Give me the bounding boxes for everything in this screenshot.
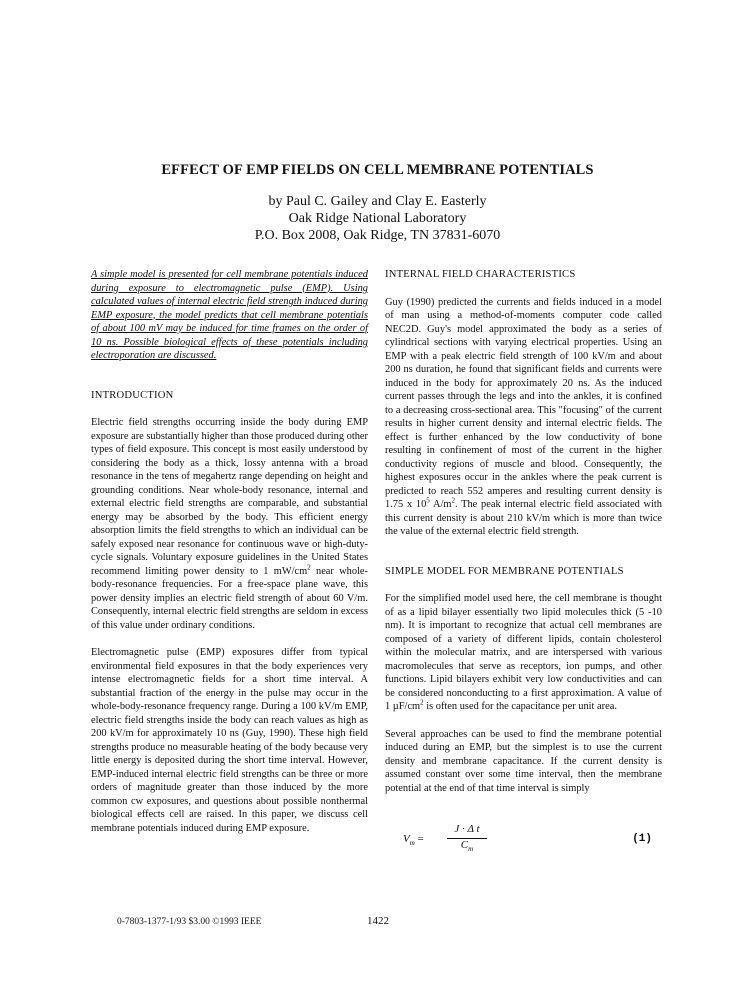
introduction-paragraph-1: Electric field strengths occurring inside the body during EMP exposure are substantially higher than those produced during other types of field exposure. This concept is most easily understood by considering the body as a thick, lossy antenna with a broad resonance in the tens of megahertz range depending on height and grounding conditions. Near whole-body resonance, internal and external electric field strengths are comparable, and substantial energy may be absorbed by the body. This efficient energy absorption limits the field strengths to which an individual can be safely exposed near resonance for continuous wave or high-duty-cycle signals. Voluntary exposure guidelines in the United States recommend limiting power density to 1 $mW/cm^2$ near whole-body-resonance frequencies. For a free-space plane wave, this power density implies an electric field strength of about 60 V/m. Consequently, internal electric field strengths are seldom in excess of this value under ordinary conditions. — [91, 417, 369, 631]
equation-lhs: $V_m$ = — [403, 833, 424, 848]
affiliation: Oak Ridge National Laboratory — [288, 211, 467, 226]
section-heading-introduction: INTRODUCTION — [91, 389, 174, 401]
equation-fraction: $\frac{\text{J · Δ t}}{C_m}$ — [447, 823, 487, 852]
page-number: 1422 — [367, 915, 389, 927]
author-block — [0, 193, 755, 244]
internal-field-paragraph: Guy (1990) predicted the currents and fields induced in a model of man using a method-of-moments computer code called NEC2D. Guy's model approximated the body as a series of cylindrical sections with varying electrical properties. Using an EMP with a peak electric field strength of 100 kV/m and about 200 ns duration, he found that significant fields and currents were induced in the body for approximately 20 ns. As the induced current passes through the legs and into the ankles, it is confined to a decreasing cross-sectional area. This "focusing" of the current results in higher current density and internal electric fields. The effect is further enhanced by the low conductivity of bone resulting in confinement of most of the current in the higher conductivity regions of muscle and blood. Consequently, the highest exposures occur in the ankles where the peak current is predicted to reach 552 amperes and resulting current density is 1.75 x $10^5$ $A/m^2$. The peak internal electric field associated with this current density is about 210 kV/m which is more than twice the value of the external electric field strength. — [385, 296, 662, 537]
copyright-notice: 0-7803-1377-1/93 $3.00 ©1993 IEEE — [117, 917, 262, 927]
authors: by Paul C. Gailey and Clay E. Easterly — [268, 194, 487, 209]
section-heading-internal-field: INTERNAL FIELD CHARACTERISTICS — [385, 269, 576, 280]
section-heading-simple-model: SIMPLE MODEL FOR MEMBRANE POTENTIALS — [385, 565, 624, 577]
equation-1 — [385, 821, 662, 861]
simple-model-paragraph-1: For the simplified model used here, the cell membrane is thought of as a lipid bilayer essentially two lipid molecules thick (5 -10 nm). It is important to recognize that actual cell membranes are composed of a variety of different lipids, contain cholesterol within the molecular matrix, and are interspersed with various macromolecules that serve as receptors, ion pumps, and other functions. Lipid bilayers exhibit very low conductivities and can be considered nonconducting to a first approximation. A value of 1 $\mu F/cm^2$ is often used for the capacitance per unit area. — [385, 593, 662, 712]
paper-title: EFFECT OF EMP FIELDS ON CELL MEMBRANE POTENTIALS — [161, 162, 594, 178]
introduction-paragraph-2: Electromagnetic pulse (EMP) exposures differ from typical environmental field exposures in that the body experiences very intense electromagnetic fields for a short time interval. A substantial fraction of the energy in the pulse may occur in the whole-body-resonance frequency range. During a 100 kV/m EMP, electric field strengths inside the body can reach values as high as 200 kV/m for approximately 10 ns (Guy, 1990). These high field strengths produce no measurable heating of the body because very little energy is deposited during the short time interval. However, EMP-induced internal electric field strengths can be three or more orders of magnitude greater than those induced by the more common cw exposures, and questions about possible nonthermal biological effects cell are raised. In this paper, we discuss cell membrane potentials induced during EMP exposure. — [91, 647, 368, 834]
abstract: A simple model is presented for cell membrane potentials induced during exposure to electromagnetic pulse (EMP). Using calculated values of internal electric field strength induced during EMP exposure, the model predicts that cell membrane potentials of about 100 mV may be induced for time frames on the order of 10 ns. Possible biological effects of these potentials including electroporation are discussed. — [91, 269, 368, 361]
left-column — [91, 268, 368, 835]
address: P.O. Box 2008, Oak Ridge, TN 37831-6070 — [254, 228, 501, 243]
equation-number: (1) — [632, 833, 652, 845]
simple-model-paragraph-2: Several approaches can be used to find the membrane potential induced during an EMP, but the simplest is to use the current density and membrane capacitance. If the current density is assumed constant over some time interval, then the membrane potential at the end of that time interval is simply — [385, 728, 662, 794]
right-column — [385, 268, 662, 861]
